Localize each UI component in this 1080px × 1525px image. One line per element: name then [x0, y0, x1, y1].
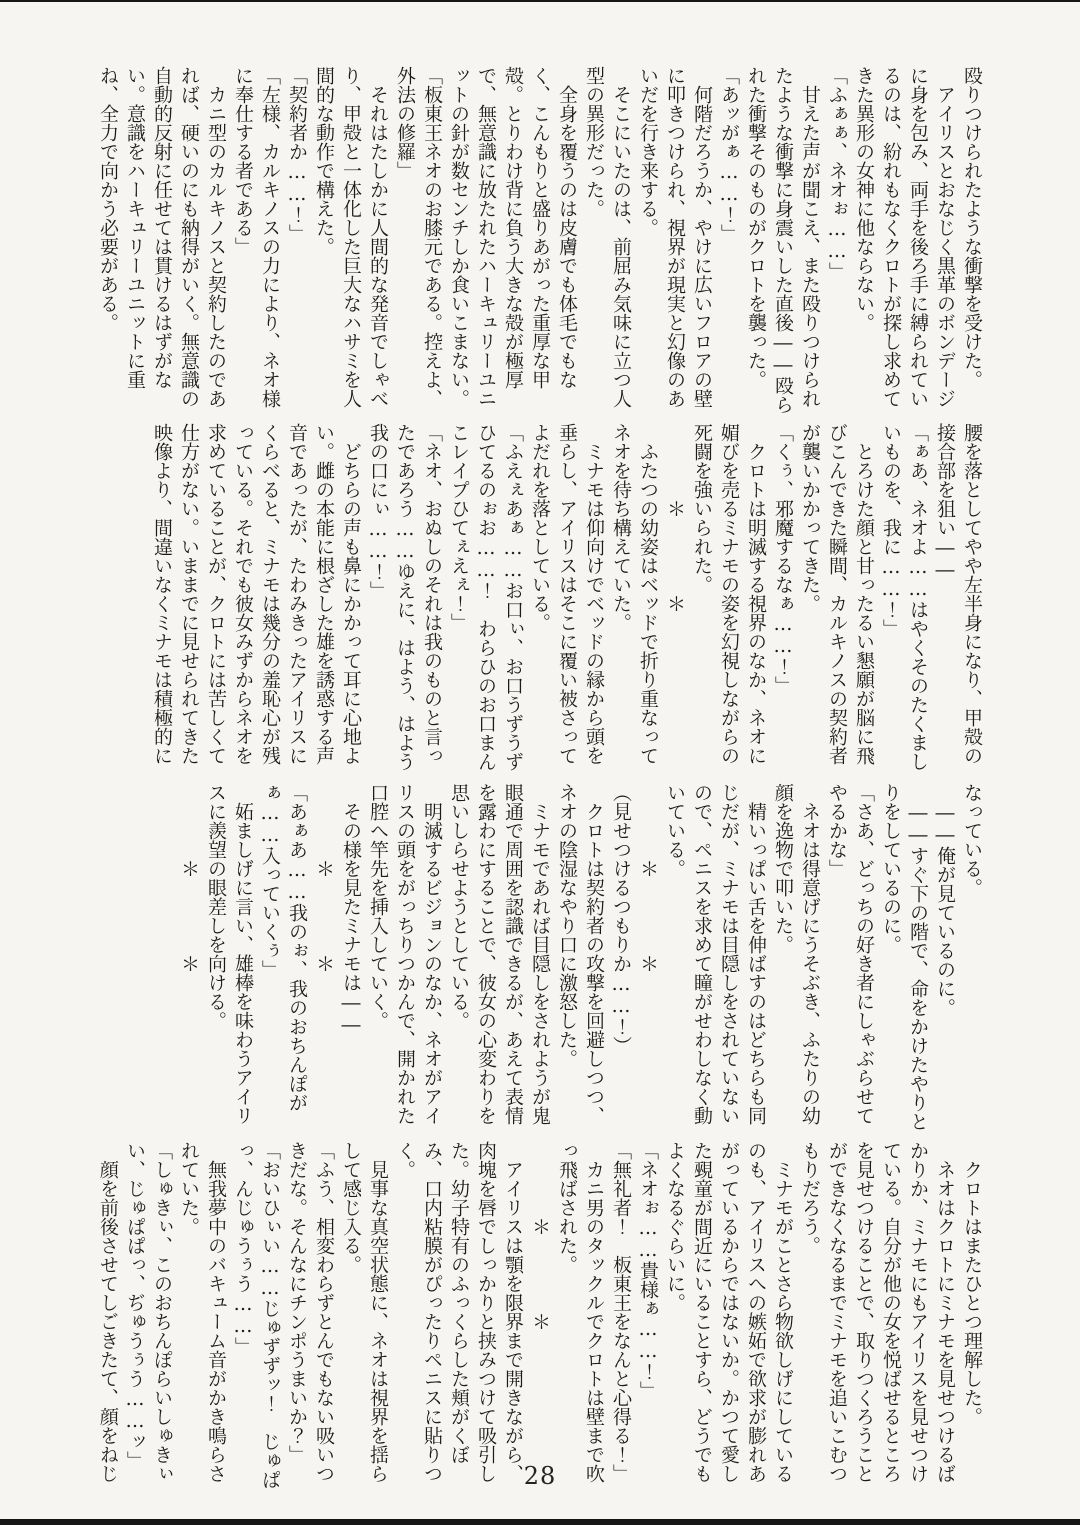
paragraph: 明滅するビジョンのなか、ネオがアイリスの頭をがっちりつかんで、開かれた口腔へ竿先を挿入していく。: [367, 783, 443, 1125]
paragraph: ――すぐ下の階で、命をかけたやりとりをしているのに。: [880, 783, 929, 1131]
paragraph: ＊ ＊: [664, 423, 686, 613]
paragraph: その様を見たミナモは――: [340, 783, 362, 1036]
paragraph: ＊ ＊: [529, 1141, 551, 1331]
paragraph: アイリスとおなじく黒革のボンデージに身を包み、両手を後ろ手に縛られているのは、紛れもなくクロトが探し求めてきた異形の女神に他ならない。: [853, 66, 956, 408]
paragraph: ミナモであれば目隠しをされようが鬼眼通で周囲を認識できるが、あえて表情を露わにすることで、彼女の心変わりを思いしらせようとしている。: [448, 783, 551, 1125]
paragraph: 「無礼者！ 板東王をなんと心得る！」: [610, 1141, 632, 1483]
paragraph: 顔を前後させてしごきたて、顔をねじ: [97, 1141, 119, 1483]
paragraph: 「ネオぉ……貴様ぁ……！」: [637, 1141, 659, 1400]
paragraph: 「ぁあ、ネオよ……はやくそのたくましいものを、我に……！」: [880, 423, 929, 771]
paragraph: クロトは明滅する視界のなか、ネオに媚びを売るミナモの姿を幻視しながらの死闘を強いられた。: [691, 423, 767, 765]
paragraph: 「板東王ネオのお膝元である。控えよ、外法の修羅」: [394, 66, 443, 408]
paragraph: ネオはクロトにミナモを見せつけるばかりか、ミナモにもアイリスを見せつけている。自分が他の女を悦ばせるところを見せつけることで、取りつくろうことができなくなるまでミナモを追いこむつもりだろう。: [799, 1141, 956, 1483]
paragraph: （見せつけるつもりか……！）: [610, 783, 632, 1055]
paragraph: ミナモは仰向けでベッドの縁から頭を垂らし、アイリスはそこに覆い被さってよだれを落としている。: [529, 423, 605, 765]
paragraph: ミナモがことさら物欲しげにしているのも、アイリスへの嫉妬で欲求が膨れあがっているからではないか。かつて愛した覡童が間近にいることすら、どうでもよくなるぐらいに。: [664, 1141, 794, 1483]
paragraph: どちらの声も鼻にかかって耳に心地よい。雌の本能に根ざした雄を誘惑する声音であったが、たわみきったアイリスにくらべると、ミナモは幾分の羞恥心が残っている。それでも彼女みずからネオを求めていることが、クロトには苦しくて仕方がない。いままでに見せられてきた映像より、間違いなくミナモは積極的に: [151, 423, 362, 765]
paragraph: カニ型のカルキノスと契約したのであれば、硬いのにも納得がいく。無意識の自動的反射に任せては貫けるはずがない。意識をハーキュリーユニットに重ね、全力で向かう必要がある。: [97, 66, 227, 408]
paragraph: 見事な真空状態に、ネオは視界を揺らして感じ入る。: [340, 1141, 389, 1483]
paragraph: ＊ ＊: [178, 783, 200, 973]
paragraph: 全身を覆うのは皮膚でも体毛でもなく、こんもりと盛りあがった重厚な甲殻。とりわけ背に負う大きな殻が極厚で、無意識に放たれたハーキュリーユニットの針が数センチしか食いこまない。: [448, 66, 578, 408]
paragraph: カニ男のタックルでクロトは壁まで吹っ飛ばされた。: [556, 1141, 605, 1483]
paragraph: とろけた顔と甘ったるい懇願が脳に飛びこんできた瞬間、カルキノスの契約者が襲いかかってきた。: [799, 423, 875, 765]
paragraph: 「おいひぃい……じゅずずッ！ じゅぱっ、んじゅうぅう……」: [232, 1141, 281, 1489]
paragraph: 甘えた声が聞こえ、また殴りつけられたような衝撃に身震いした直後――殴られた衝撃そのものがクロトを襲った。: [745, 66, 821, 414]
paragraph: ――俺が見ているのに。: [934, 783, 956, 1017]
paragraph: 「あッがぁ……！」: [718, 66, 740, 243]
paragraph: ＊ ＊: [313, 783, 335, 973]
paragraph: 「ふぁぁ、ネオぉ……」: [826, 66, 848, 281]
paragraph: 「ネオ、おぬしのそれは我のものと言ったであろう……ゆえに、はよう、はよう我の口にぃ……！」: [367, 423, 443, 771]
paragraph: 「ふえぇあぁ……お口ぃ、お口うずうずひてるのぉお……！ わらひのお口まんこレイプひてぇえぇ！」: [448, 423, 524, 771]
text-band-2: [95, 423, 985, 771]
paragraph: 「さあ、どっちの好き者にしゃぶらせてやるかな」: [826, 783, 875, 1125]
paragraph: クロトは契約者の攻撃を回避しつつ、ネオの陰湿なやり口に激怒した。: [556, 783, 605, 1125]
scan-edge-bottom: [0, 1519, 1080, 1525]
paragraph: そこにいたのは、前屈み気味に立つ人型の異形だった。: [583, 66, 632, 408]
text-band-1: [95, 66, 985, 414]
scan-edge-top: [0, 0, 1080, 2]
text-band-3: [95, 783, 985, 1131]
paragraph: 殴りつけられたような衝撃を受けた。: [961, 66, 983, 389]
paragraph: なっている。: [961, 783, 983, 897]
paragraph: 「しゅきぃ、このおちんぽらいしゅきぃい、じゅぱぱっ、ぢゅうぅう……ッ」: [124, 1141, 173, 1483]
paragraph: 「左様、カルキノスの力により、ネオ様に奉仕する者である」: [232, 66, 281, 408]
paragraph: 何階だろうか、やけに広いフロアの壁に叩きつけられ、視界が現実と幻像のあいだを行き来する。: [637, 66, 713, 408]
paragraph: 「あぁあ……我のぉ、我のおちんぽがぁ……入っていくぅ」: [259, 783, 308, 1112]
paragraph: ネオは得意げにうそぶき、ふたりの幼顔を逸物で叩いた。: [772, 783, 821, 1125]
paragraph: 無我夢中のバキューム音がかき鳴らされていた。: [178, 1141, 227, 1483]
paragraph: 「契約者か……！」: [286, 66, 308, 243]
page-number: 28: [523, 1462, 557, 1490]
paragraph: アイリスは顎を限界まで開きながら、肉塊を唇でしっかりと挟みつけて吸引した。幼子特有のふっくらした頬がくぼみ、口内粘膜がぴったりペニスに貼りつく。: [394, 1141, 524, 1483]
paragraph: クロトはまたひとつ理解した。: [961, 1141, 983, 1426]
paragraph: 「ふう、相変わらずとんでもない吸いつきだな。そんなにチンポうまいか？」: [286, 1141, 335, 1483]
text-band-4: [95, 1141, 985, 1489]
paragraph: 妬ましげに言い、雄棒を味わうアイリスに羨望の眼差しを向ける。: [205, 783, 254, 1125]
paragraph: 「くぅ、邪魔するなぁ……！」: [772, 423, 794, 695]
paragraph: ふたつの幼姿はベッドで折り重なってネオを待ち構えていた。: [610, 423, 659, 765]
paragraph: 精いっぱい舌を伸ばすのはどちらも同じだが、ミナモは目隠しをされていないので、ペニスを求めて瞳がせわしなく動いている。: [664, 783, 767, 1125]
paragraph: 腰を落としてやや左半身になり、甲殻の接合部を狙い――: [934, 423, 983, 765]
paragraph: ＊ ＊: [637, 783, 659, 973]
paragraph: それはたしかに人間的な発音でしゃべり、甲殻と一体化した巨大なハサミを人間的な動作で構えた。: [313, 66, 389, 408]
